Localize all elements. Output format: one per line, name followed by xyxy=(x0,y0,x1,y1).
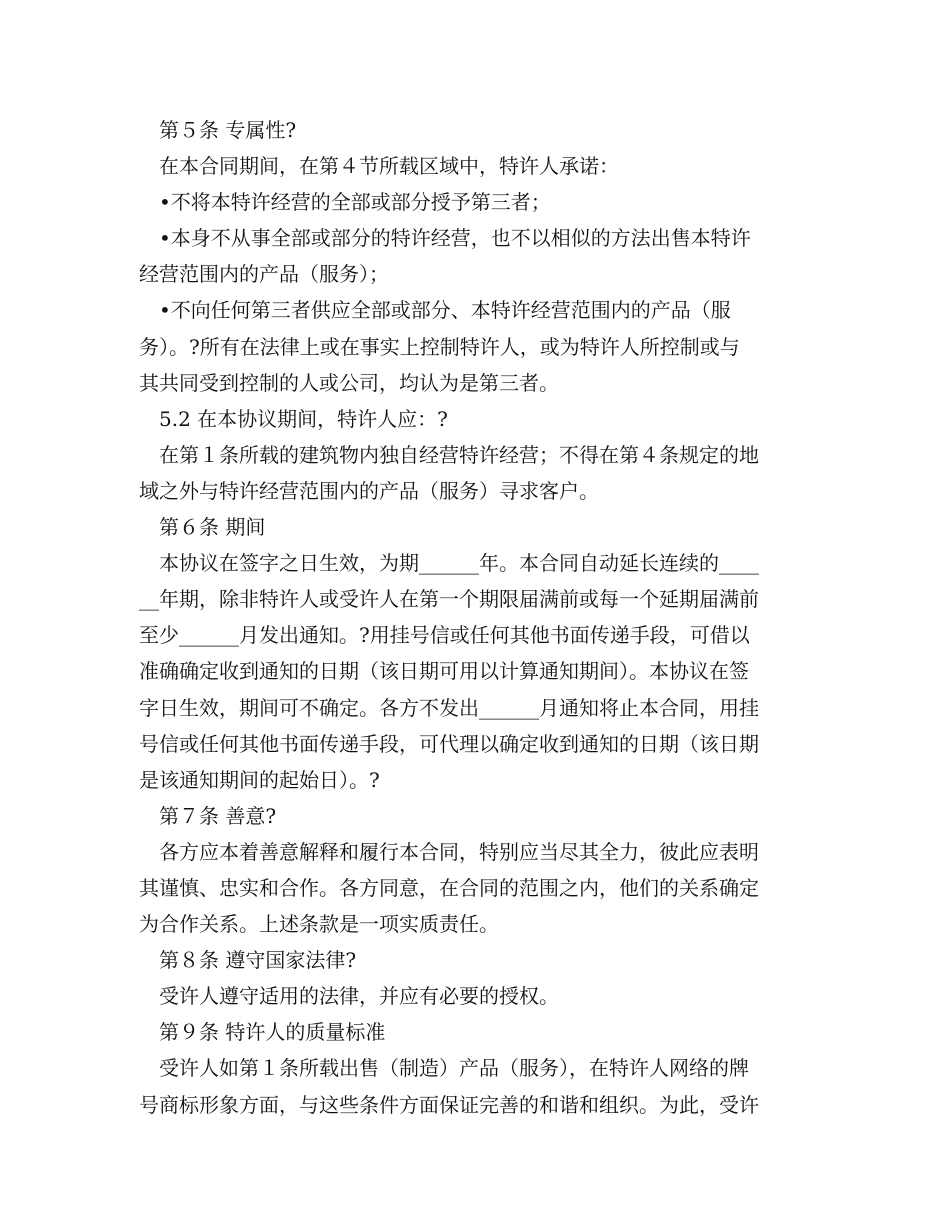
bullet-item: •本身不从事全部或部分的特许经营，也不以相似的方法出售本特许 xyxy=(139,226,751,251)
paragraph-line: 是该通知期间的起始日）。? xyxy=(139,767,380,792)
paragraph-line: 务）。?所有在法律上或在事实上控制特许人，或为特许人所控制或与 xyxy=(139,334,740,359)
article-5-heading: 第５条 专属性? xyxy=(139,118,297,142)
paragraph-line: 受许人遵守适用的法律，并应有必要的授权。 xyxy=(139,984,559,1009)
paragraph-line: 字日生效，期间可不确定。各方不发出______月通知将止本合同，用挂 xyxy=(139,695,759,720)
paragraph-line: 至少______月发出通知。?用挂号信或任何其他书面传递手段，可借以 xyxy=(139,623,750,648)
paragraph-line: 经营范围内的产品（服务）； xyxy=(139,262,389,287)
paragraph-line: 为合作关系。上述条款是一项实质责任。 xyxy=(139,912,499,937)
article-8-heading: 第８条 遵守国家法律? xyxy=(139,948,357,973)
paragraph-line: 受许人如第１条所载出售（制造）产品（服务），在特许人网络的牌 xyxy=(139,1056,749,1081)
document-body xyxy=(139,112,815,1123)
paragraph-line: 号信或任何其他书面传递手段，可代理以确定收到通知的日期（该日期 xyxy=(139,731,759,756)
article-7-heading: 第７条 善意? xyxy=(139,803,277,828)
article-6-heading: 第６条 期间 xyxy=(139,515,266,540)
paragraph-line: 准确确定收到通知的日期（该日期可用以计算通知期间）。本协议在签 xyxy=(139,659,749,684)
paragraph-line: 各方应本着善意解释和履行本合同，特别应当尽其全力，彼此应表明 xyxy=(139,839,759,864)
paragraph-line: __年期，除非特许人或受许人在第一个期限届满前或每一个延期届满前 xyxy=(139,587,759,612)
paragraph-line: 在本合同期间，在第４节所载区域中，特许人承诺： xyxy=(139,154,619,179)
paragraph-line: 号商标形象方面，与这些条件方面保证完善的和谐和组织。为此，受许 xyxy=(139,1092,759,1117)
paragraph-line: 其谨慎、忠实和合作。各方同意，在合同的范围之内，他们的关系确定 xyxy=(139,875,759,900)
paragraph-line: 其共同受到控制的人或公司，均认为是第三者。 xyxy=(139,370,559,395)
paragraph-line: 域之外与特许经营范围内的产品（服务）寻求客户。 xyxy=(139,478,599,503)
paragraph-line: 本协议在签字之日生效，为期______年。本合同自动延长连续的____ xyxy=(139,551,759,576)
bullet-item: •不将本特许经营的全部或部分授予第三者； xyxy=(139,190,551,215)
bullet-item: •不向任何第三者供应全部或部分、本特许经营范围内的产品（服 xyxy=(139,298,731,323)
clause-5-2-heading: 5.2 在本协议期间，特许人应：? xyxy=(139,406,448,431)
paragraph-line: 在第１条所载的建筑物内独自经营特许经营；不得在第４条规定的地 xyxy=(139,442,759,467)
article-9-heading: 第９条 特许人的质量标准 xyxy=(139,1020,386,1045)
